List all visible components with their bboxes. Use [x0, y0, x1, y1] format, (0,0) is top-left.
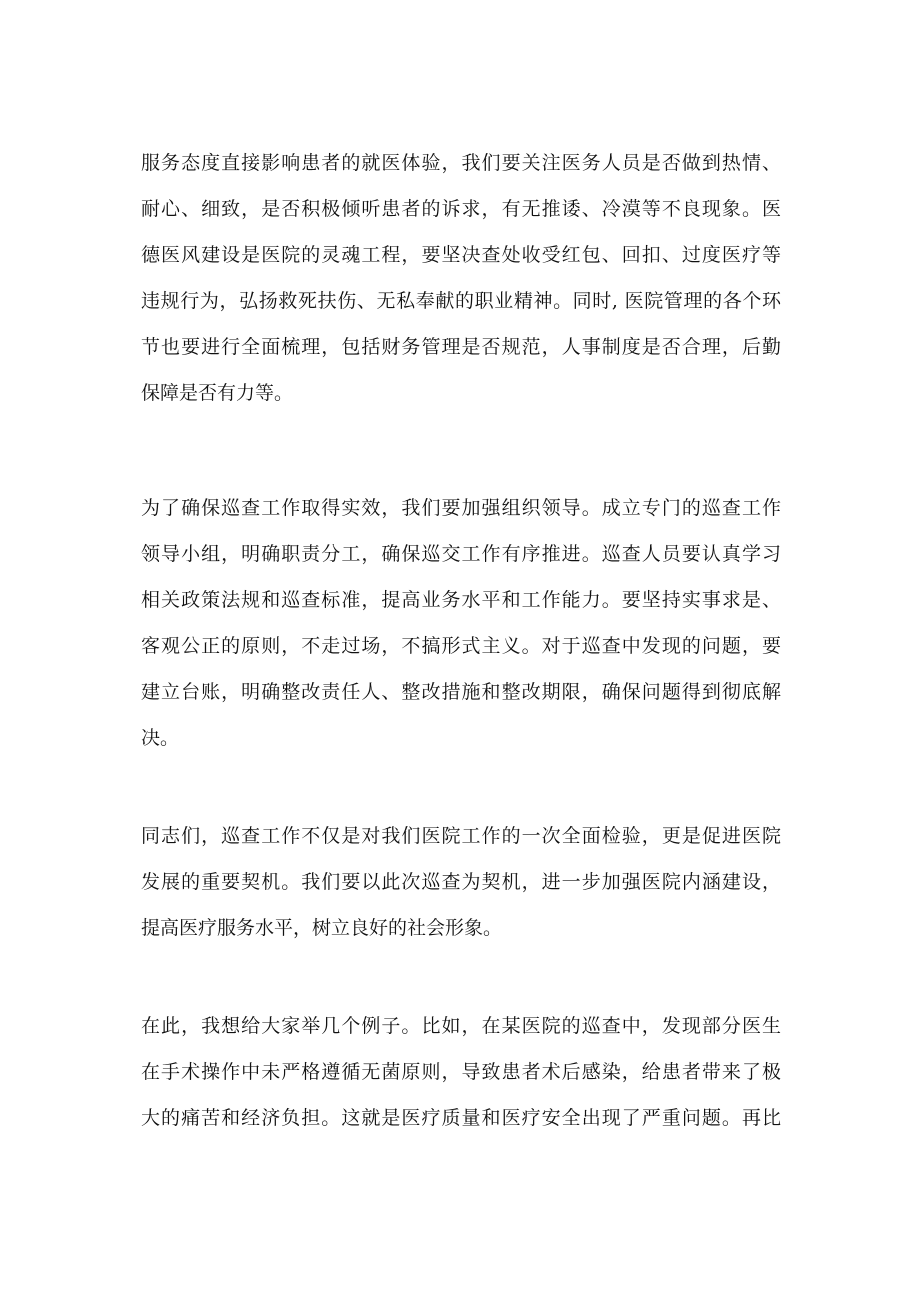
text-line: 节也要进行全面梳理，包括财务管理是否规范，人事制度是否合理，后勤 [141, 336, 781, 358]
text-line: 大的痛苦和经济负担。这就是医疗质量和医疗安全出现了严重问题。再比 [141, 1107, 781, 1129]
text-line: 为了确保巡查工作取得实效，我们要加强组织领导。成立专门的巡查工作 [141, 497, 781, 519]
text-line: 服务态度直接影响患者的就医体验，我们要关注医务人员是否做到热情、 [141, 152, 781, 174]
text-line: 发展的重要契机。我们要以此次巡查为契机，进一步加强医院内涵建设， [141, 871, 781, 893]
text-line: 领导小组，明确职责分工，确保巡交工作有序推进。巡查人员要认真学习 [141, 543, 781, 565]
paragraph-service-attitude [141, 140, 781, 416]
text-line: 违规行为，弘扬救死扶伤、无私奉献的职业精神。同时, 医院管理的各个环 [141, 290, 781, 312]
text-line: 同志们，巡查工作不仅是对我们医院工作的一次全面检验，更是促进医院 [141, 825, 781, 847]
paragraph-examples [141, 1003, 781, 1141]
paragraph-comrades [141, 813, 781, 951]
text-line: 决。 [141, 727, 180, 749]
text-line: 相关政策法规和巡查标准，提高业务水平和工作能力。要坚持实事求是、 [141, 589, 781, 611]
text-line: 在手术操作中未严格遵循无菌原则，导致患者术后感染，给患者带来了极 [141, 1061, 781, 1083]
text-line: 建立台账，明确整改责任人、整改措施和整改期限，确保问题得到彻底解 [141, 681, 781, 703]
text-line: 客观公正的原则，不走过场，不搞形式主义。对于巡查中发现的问题，要 [141, 635, 781, 657]
text-line: 提高医疗服务水平，树立良好的社会形象。 [141, 917, 503, 939]
paragraph-organization-leadership [141, 485, 781, 761]
text-line: 德医风建设是医院的灵魂工程，要坚决查处收受红包、回扣、过度医疗等 [141, 244, 781, 266]
text-line: 在此，我想给大家举几个例子。比如，在某医院的巡查中，发现部分医生 [141, 1015, 781, 1037]
text-line: 耐心、细致，是否积极倾听患者的诉求，有无推诿、冷漠等不良现象。医 [141, 198, 781, 220]
text-line: 保障是否有力等。 [141, 382, 294, 404]
